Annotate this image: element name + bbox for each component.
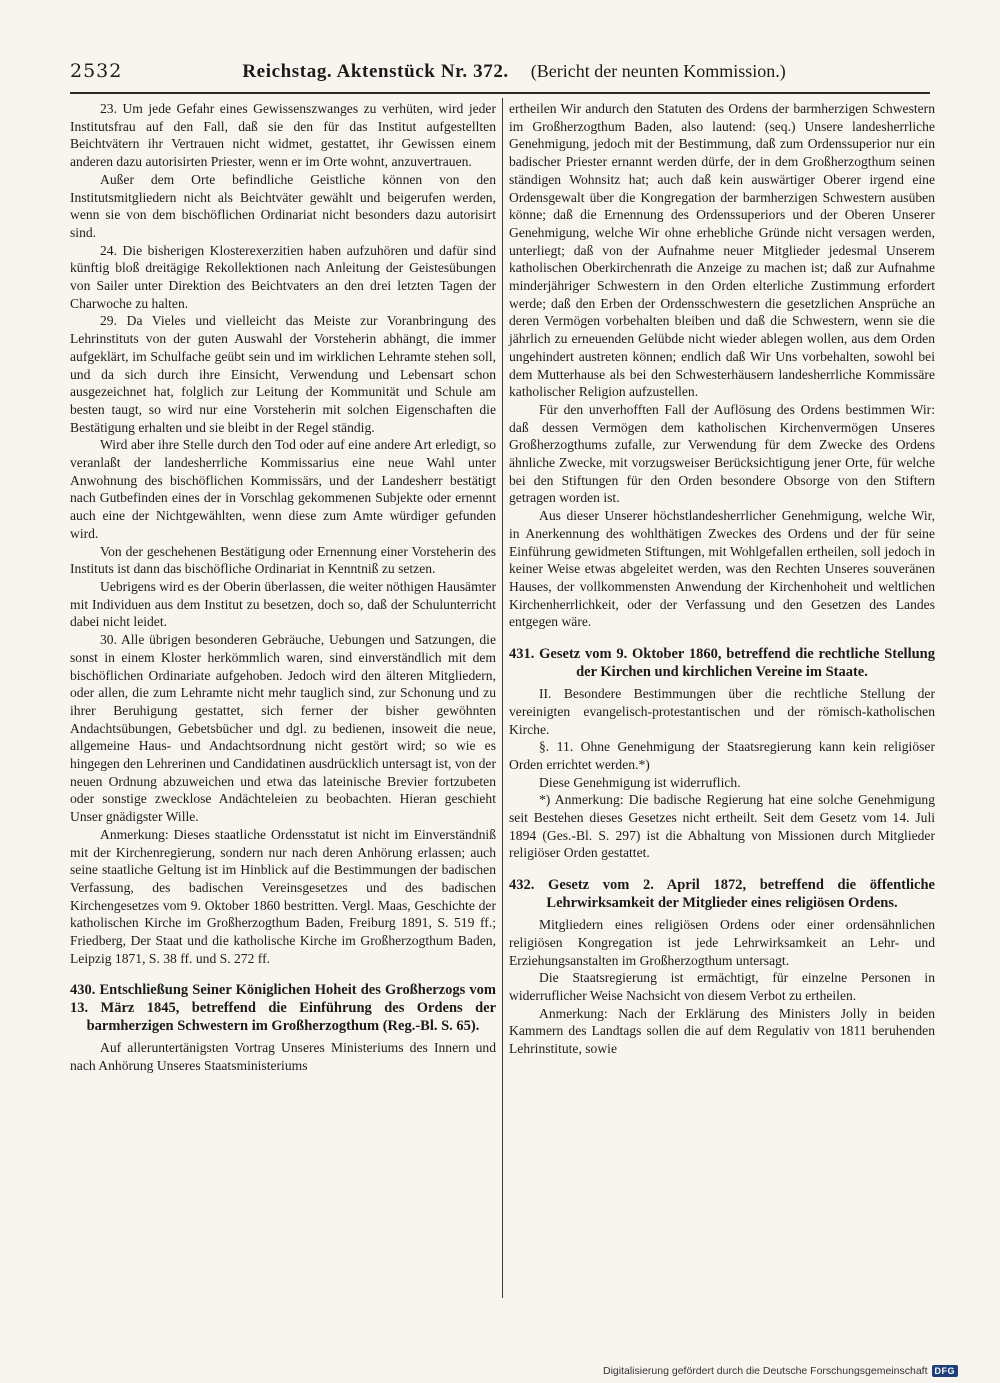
page-header (70, 60, 930, 84)
paragraph: 30. Alle übrigen besonderen Gebräuche, Uebungen und Satzungen, die sonst in einem Kloster herkömmlich waren, sind einverständlich mit dem bischöflichen Ordinariate aufgehoben. Jedoch wird den älteren Mitgliedern, oder allen, die zum Lehramte nicht mehr tauglich sind, zur Schonung und zu ihrer Beruhigung gestattet, sich ferner der bisher gewöhnten Andachtsübungen, Gebetsbücher und dgl. zu bedienen, insoweit die neue, allgemeine Haus- und Andachtsordnung nicht gestört wird; so wie es hingegen den Lehrerinen und Candidatinen ausdrücklich untersagt ist, von der neuen Ordnung abzuweichen und etwa das lateinische Brevier fortzubeten oder sonstige zwecklose Andächteleien zu beobachten. Hieran geschieht Unser gnädigster Wille. (70, 632, 496, 825)
paragraph: ertheilen Wir andurch den Statuten des Ordens der barmherzigen Schwestern im Großherzogthum Baden, also lautend: (seq.) Unsere landesherrliche Genehmigung, jedoch mit der Bestimmung, daß zum Ordenssuperior nur ein badischer Priester ernannt werden dürfe, der in dem Großherzogthum seinen ständigen Wohnsitz hat; auch daß kein auswärtiger Oberer irgend eine Ordensgewalt über die Kongregation der barmherzigen Schwestern ausüben könne; daß die Ernennung des Ordenssuperiors und der Oberen Unserer Genehmigung, welche Wir ohne erhebliche Gründe nicht versagen werden, unterliegt; daß von der Aufnahme neuer Mitglieder jedesmal Unserem katholischen Oberkirchenrath die Anzeige zu machen ist; daß zur Aufnahme minderjähriger Schwestern in den Orden elterliche Zustimmung erfordert werde; daß den Erben der Ordensschwestern die gesetzlichen Ansprüche an deren Vermögen vorbehalten bleiben und daß die Schwestern, wenn sie die jährlich zu erneuenden Gelübde nicht wieder ablegen wollen, aus dem Orden ungehindert austreten können; endlich daß Wir Uns vorbehalten, sowohl bei dem Mutterhause als bei den Schwesterhäusern landesherrliche Kommissäre katholischer Religion aufzustellen. (509, 101, 935, 400)
column-divider (502, 98, 503, 1298)
paragraph: 24. Die bisherigen Klosterexerzitien haben aufzuhören und dafür sind künftig bloß dreitägige Rekollektionen nach Anleitung der Geistesübungen von Sailer unter Direktion des Beichtvaters an den drei letzten Tagen der Charwoche zu halten. (70, 242, 496, 311)
paragraph: 29. Da Vieles und vielleicht das Meiste zur Voranbringung des Lehrinstituts von der guten Auswahl der Vorsteherin abhängt, die immer aufgeklärt, im Schulfache geübt sein und im wirklichen Lehramte stehen soll, und da sich durch ihre Einsicht, Verwendung und Lebensart schon ausgezeichnet hat, folglich zur Leitung der Kommunität und Schule am besten taugt, so wird nur eine Vorsteherin mit solchen Eigenschaften die Bestätigung erhalten und sie bleibt in der Regel ständig. (70, 313, 496, 435)
paragraph: Von der geschehenen Bestätigung oder Ernennung einer Vorsteherin des Instituts ist dann das bischöfliche Ordinariat in Kenntniß zu setzen. (70, 543, 496, 577)
paragraph: Wird aber ihre Stelle durch den Tod oder auf eine andere Art erledigt, so veranlaßt der landesherrliche Kommissarius eine neue Wahl unter Anwohnung des bischöflichen Kommissärs, und der Landesherr bestätigt nach Gutbefinden eines der in Vorschlag gekommenen Subjekte oder ernennt auch eine der Nichtgewählten, wenn diese zum Amte würdiger gefunden wird. (70, 437, 496, 541)
digitization-credit (603, 1365, 958, 1377)
annotation-paragraph: Anmerkung: Dieses staatliche Ordensstatut ist nicht im Einverständniß mit der Kirchenregierung, sondern nur nach deren Anhörung erlassen; auch seine staatliche Geltung ist im Hinblick auf die Bestimmungen der badischen Verfassung, des badischen Vereinsgesetzes und des badischen Kirchengesetzes vom 9. Oktober 1860 bestritten. Vergl. Maas, Geschichte der katholischen Kirche im Großherzogthum Baden, Freiburg 1891, S. 519 ff.; Friedberg, Der Staat und die katholische Kirche im Großherzogthum Baden, Leipzig 1871, S. 38 ff. und S. 272 ff. (70, 826, 496, 966)
paragraph: Für den unverhofften Fall der Auflösung des Ordens bestimmen Wir: daß dessen Vermögen dem katholischen Kirchenvermögen Unseres Großherzogthums zufalle, zur Verwendung für dem Zwecke des Ordens ähnliche Zwecke, mit vorzugsweiser Berücksichtigung jener Orte, für welche bei den Stiftungen für den Orden besondere Obsorge von den Stiftern getragen worden ist. (509, 401, 935, 506)
page-number: 2532 (70, 60, 123, 82)
section-heading-431: 431. Gesetz vom 9. Oktober 1860, betreffend die rechtliche Stellung der Kirchen und kirchlichen Vereine im Staate. (509, 646, 935, 681)
paragraph: Außer dem Orte befindliche Geistliche können von den Institutsmitgliedern nicht als Beichtväter gewählt und beigerufen werden, wenn sie von dem bischöflichen Ordinariat nicht besonders dazu autorisirt sind. (70, 171, 496, 240)
credit-text: Digitalisierung gefördert durch die Deutsche Forschungsgemeinschaft (602, 1365, 928, 1377)
section-heading-432: 432. Gesetz vom 2. April 1872, betreffend die öffentliche Lehrwirksamkeit der Mitglieder eines religiösen Ordens. (509, 877, 935, 912)
paragraph: Auf alleruntertänigsten Vortrag Unseres Ministeriums des Innern und nach Anhörung Unseres Staatsministeriums (70, 1040, 496, 1074)
paragraph: 23. Um jede Gefahr eines Gewissenszwanges zu verhüten, wird jeder Institutsfrau auf den Fall, daß sie den für das Institut aufgestellten Beichtvätern ihr Vertrauen nicht widmet, gestattet, ihr Gewissen einem anderen dazu autorisirten Priester, wenn er im Orte wohnt, anzuvertrauen. (70, 101, 496, 170)
section-heading-430: 430. Entschließung Seiner Königlichen Hoheit des Großherzogs vom 13. März 1845, betreffend die Einführung des Ordens der barmherzigen Schwestern im Großherzogthum (Reg.-Bl. S. 65). (70, 982, 496, 1035)
footnote: *) Anmerkung: Die badische Regierung hat eine solche Genehmigung seit Bestehen dieses Gesetzes nicht ertheilt. Seit dem Gesetz vom 14. Juli 1894 (Ges.-Bl. S. 297) ist die Abhaltung von Missionen durch Mitglieder religiöser Orden gestattet. (509, 792, 935, 861)
running-note: (Bericht der neunten Kommission.) (530, 61, 786, 81)
running-head: Reichstag. Aktenstück Nr. 372. (242, 61, 509, 82)
paragraph: Die Staatsregierung ist ermächtigt, für einzelne Personen in widerruflicher Weise Nachsicht von diesem Verbot zu ertheilen. (509, 970, 935, 1003)
paragraph: Aus dieser Unserer höchstlandesherrlicher Genehmigung, welche Wir, in Anerkennung des wohlthätigen Zweckes des Ordens und der für seine Einführung gewidmeten Stiftungen, mit Wohlgefallen ertheilen, soll jedoch in keiner Weise etwas abgeleitet werden, was den Rechten Unseres souveränen Hauses, der vollkommensten Anwendung der Kirchenhoheit und weltlichen Kirchenherrlichkeit, oder der Verfassung und den Gesetzen des Landes entgegen wäre. (509, 508, 935, 630)
annotation-paragraph: Anmerkung: Nach der Erklärung des Ministers Jolly in beiden Kammern des Landtags sollen die auf dem Regulativ von 1811 beruhenden Lehrinstitute, sowie (509, 1005, 935, 1057)
left-column (70, 100, 496, 1075)
paragraph: §. 11. Ohne Genehmigung der Staatsregierung kann kein religiöser Orden errichtet werden.*) (509, 739, 935, 772)
header-rule (70, 92, 930, 94)
paragraph: Uebrigens wird es der Oberin überlassen, die weiter nöthigen Hausämter mit Individuen aus dem Institut zu besetzen, doch so, daß der Schulunterricht dabei nicht leidet. (70, 578, 496, 630)
dfg-logo: DFG (932, 1365, 959, 1377)
paragraph: Mitgliedern eines religiösen Ordens oder einer ordensähnlichen religiösen Kongregation ist jede Lehrwirksamkeit an Lehr- und Erziehungsanstalten im Großherzogthum untersagt. (509, 917, 935, 968)
right-column (509, 100, 935, 1058)
paragraph: II. Besondere Bestimmungen über die rechtliche Stellung der vereinigten evangelisch-protestantischen und der römisch-katholischen Kirche. (509, 686, 935, 737)
paragraph: Diese Genehmigung ist widerruflich. (539, 774, 741, 790)
